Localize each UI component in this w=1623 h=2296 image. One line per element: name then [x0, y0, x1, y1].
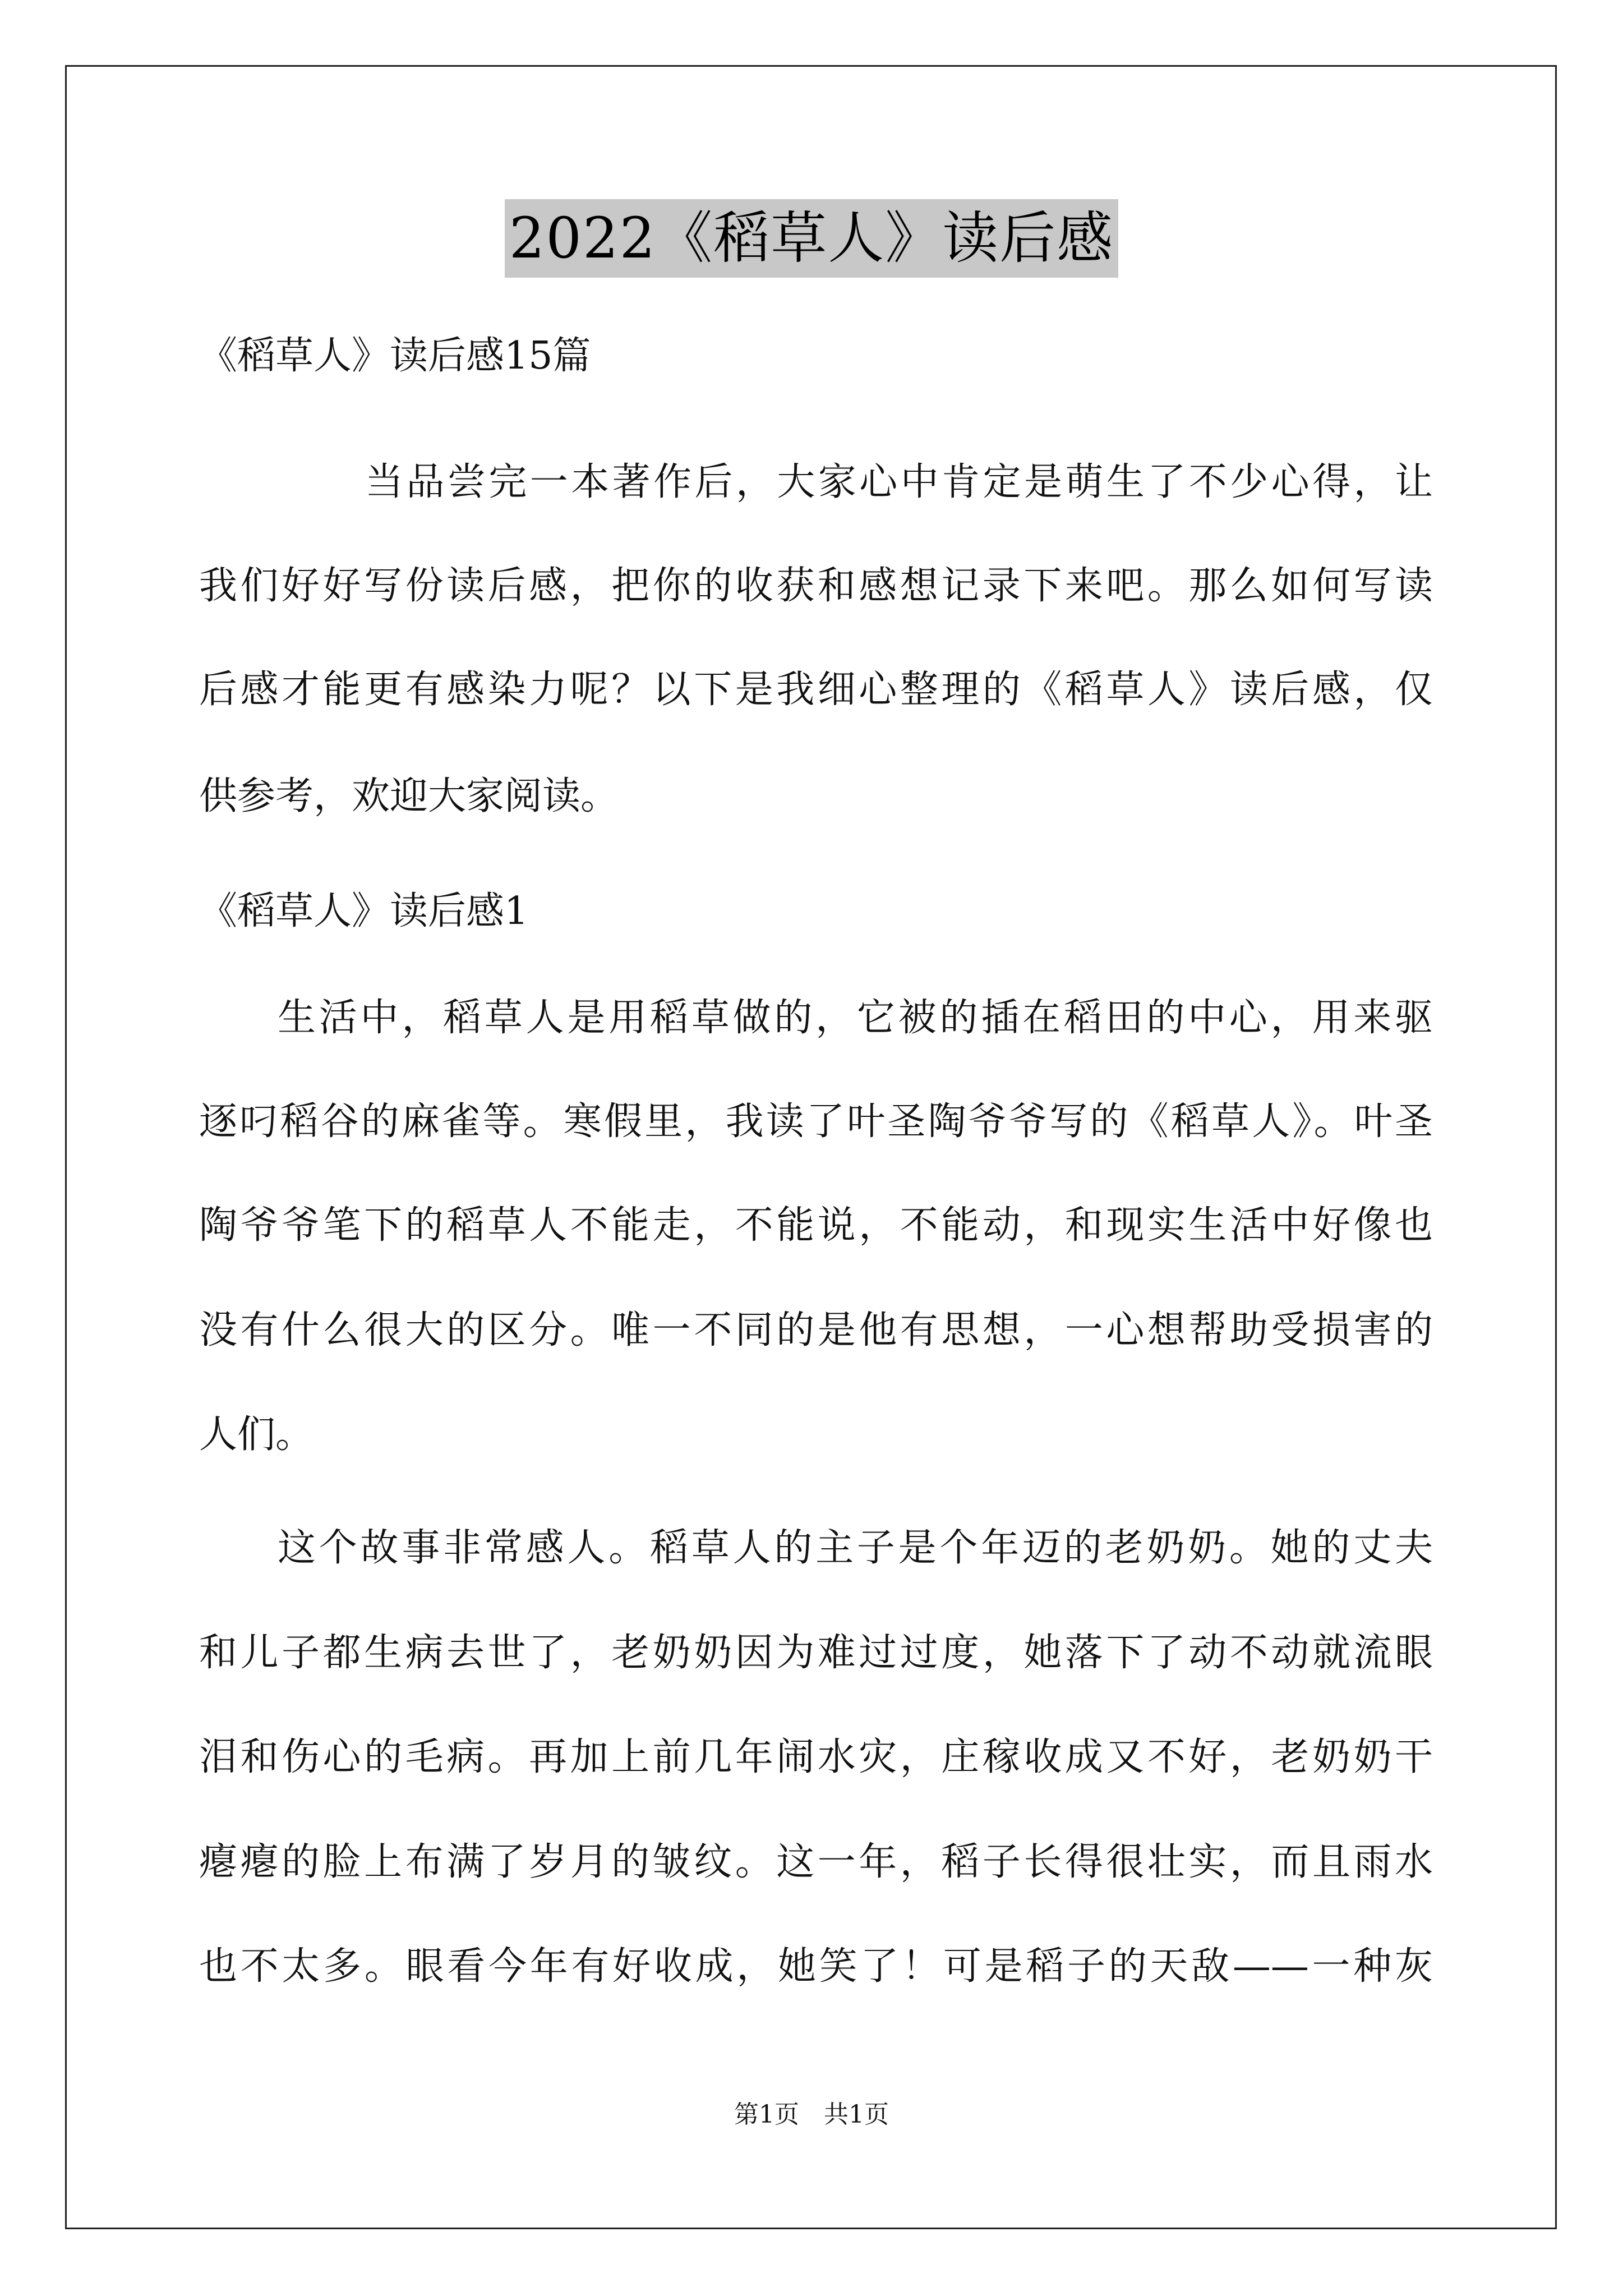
page-title: 2022《稻草人》读后感: [505, 199, 1119, 278]
paragraph-line: 瘪瘪的脸上布满了岁月的皱纹。这一年，稻子长得很壮实，而且雨水: [199, 1840, 1433, 1884]
paragraph-line: 逐叼稻谷的麻雀等。寒假里，我读了叶圣陶爷爷写的《稻草人》。叶圣: [199, 1099, 1433, 1144]
paragraph-line: 和儿子都生病去世了，老奶奶因为难过过度，她落下了动不动就流眼: [199, 1631, 1433, 1675]
paragraph-line: 也不太多。眼看今年有好收成，她笑了！可是稻子的天敌——一种灰: [199, 1944, 1433, 1989]
intro-line: 当品尝完一本著作后，大家心中肯定是萌生了不少心得，让: [365, 460, 1433, 504]
section-title: 《稻草人》读后感1: [199, 889, 529, 933]
title-container: [0, 199, 1623, 278]
intro-line: 后感才能更有感染力呢？以下是我细心整理的《稻草人》读后感，仅: [199, 668, 1433, 712]
paragraph-line: 生活中，稻草人是用稻草做的，它被的插在稻田的中心，用来驱: [278, 996, 1433, 1040]
paragraph-line: 没有什么很大的区分。唯一不同的是他有思想，一心想帮助受损害的: [199, 1308, 1433, 1352]
intro-line: 我们好好写份读后感，把你的收获和感想记录下来吧。那么如何写读: [199, 564, 1433, 608]
paragraph-line: 陶爷爷笔下的稻草人不能走，不能说，不能动，和现实生活中好像也: [199, 1203, 1433, 1248]
subtitle: 《稻草人》读后感15篇: [199, 334, 591, 378]
page-footer: 第1页 共1页: [734, 2100, 889, 2129]
paragraph-line: 泪和伤心的毛病。再加上前几年闹水灾，庄稼收成又不好，老奶奶干: [199, 1735, 1433, 1779]
paragraph-line: 这个故事非常感人。稻草人的主子是个年迈的老奶奶。她的丈夫: [278, 1526, 1433, 1570]
intro-line: 供参考，欢迎大家阅读。: [199, 774, 619, 818]
paragraph-line: 人们。: [199, 1412, 314, 1457]
